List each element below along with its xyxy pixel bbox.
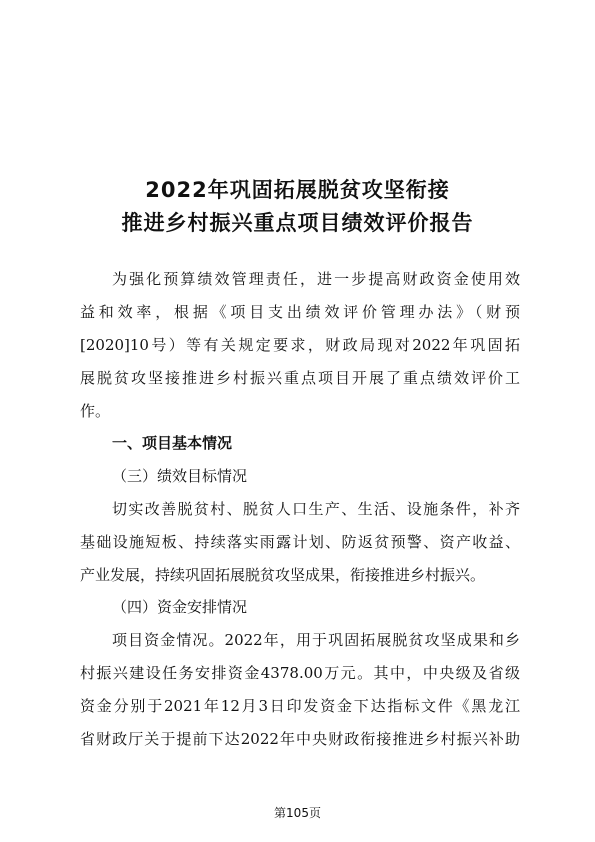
report-title-line-2: 推进乡村振兴重点项目绩效评价报告 — [121, 211, 474, 235]
intro-line-2: 益和效率，根据《项目支出绩效评价管理办法》（财预 — [80, 303, 520, 321]
subsection-heading-performance-goals: （三）绩效目标情况 — [112, 467, 248, 485]
page-number: 第105页 — [274, 806, 321, 820]
intro-line-4: 展脱贫攻坚接推进乡村振兴重点项目开展了重点绩效评价工 — [80, 369, 520, 387]
funding-line-3: 资金分别于2021年12月3日印发资金下达指标文件《黑龙江 — [80, 697, 520, 715]
funding-line-1: 项目资金情况。2022年，用于巩固拓展脱贫攻坚成果和乡 — [112, 631, 520, 649]
report-title-line-1: 2022年巩固拓展脱贫攻坚衔接 — [145, 178, 450, 202]
intro-line-1: 为强化预算绩效管理责任，进一步提高财政资金使用效 — [112, 270, 520, 288]
intro-line-3: [2020]10号）等有关规定要求，财政局现对2022年巩固拓 — [80, 336, 520, 354]
goals-line-2: 基础设施短板、持续落实雨露计划、防返贫预警、资产收益、 — [80, 533, 520, 551]
goals-line-3: 产业发展，持续巩固拓展脱贫攻坚成果，衔接推进乡村振兴。 — [80, 566, 486, 584]
funding-line-4: 省财政厅关于提前下达2022年中央财政衔接推进乡村振兴补助 — [80, 730, 520, 748]
subsection-heading-funding: （四）资金安排情况 — [112, 598, 248, 616]
intro-line-5: 作。 — [80, 402, 111, 420]
goals-line-1: 切实改善脱贫村、脱贫人口生产、生活、设施条件，补齐 — [112, 500, 520, 518]
funding-line-2: 村振兴建设任务安排资金4378.00万元。其中，中央级及省级 — [80, 664, 520, 682]
section-heading-basic-info: 一、项目基本情况 — [112, 434, 233, 452]
